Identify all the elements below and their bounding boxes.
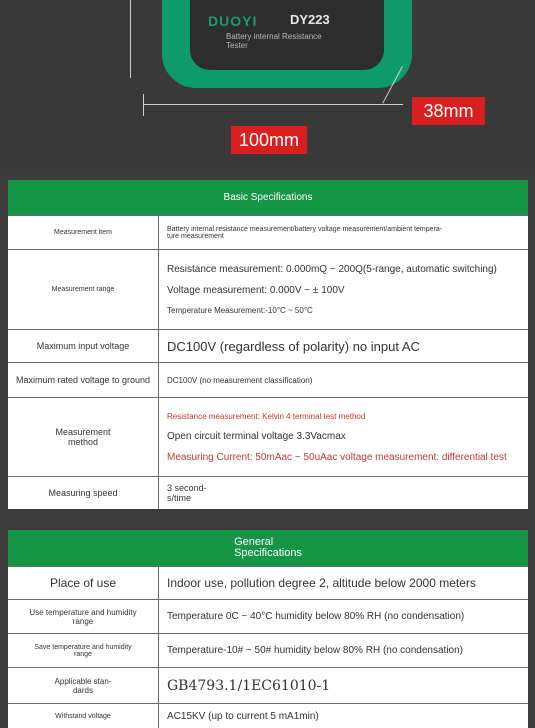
general-specifications-table <box>8 530 528 728</box>
width-dimension-left-tick <box>143 94 144 116</box>
spec-value-line: s/time <box>167 493 192 503</box>
depth-dimension-label: 38mm <box>412 97 485 125</box>
width-dimension-line <box>143 104 403 105</box>
spec-label-line: Applicable stan- <box>54 676 112 686</box>
spec-label: Place of use <box>8 567 159 599</box>
spec-row-measurement-item <box>8 215 528 249</box>
spec-label: Measuring speed <box>8 477 159 509</box>
model-name: DY223 <box>290 12 330 27</box>
spec-value: DC100V (regardless of polarity) no input AC <box>167 338 420 354</box>
spec-label-line: Save temperature and humidity <box>34 643 132 651</box>
product-hero <box>0 0 535 170</box>
spec-row-max-input-voltage <box>8 329 528 362</box>
spec-row-save-temperature <box>8 633 528 667</box>
spec-value: Temperature-10# ~ 50# humidity below 80% RH (no condensation) <box>167 645 464 656</box>
spec-label-line: Measurement <box>55 427 111 437</box>
spec-value-line: Voltage measurement: 0.000V ~ ± 100V <box>167 285 345 296</box>
spec-value: AC15KV (up to current 5 mA1min) <box>167 710 319 722</box>
spec-value: Indoor use, pollution degree 2, altitude below 2000 meters <box>167 576 476 590</box>
width-dimension-label: 100mm <box>231 126 307 154</box>
tester-device <box>162 0 412 88</box>
spec-label-line: Use temperature and humidity <box>29 607 137 617</box>
basic-specifications-header <box>8 180 528 215</box>
spec-row-max-voltage-to-ground <box>8 362 528 397</box>
device-face <box>190 0 384 70</box>
spec-value-line: Temperature Measurement:-10°C ~ 50°C <box>167 306 313 315</box>
spec-row-place-of-use <box>8 566 528 599</box>
spec-value-line: Resistance measurement: 0.000mQ ~ 200Q(5-range, automatic switching) <box>167 264 497 275</box>
spec-label: Maximum rated voltage to ground <box>8 363 159 397</box>
spec-label: Measurement range <box>8 250 159 329</box>
spec-value-line: ture measurement <box>167 232 224 240</box>
brand-logo: DUOYI <box>208 13 258 29</box>
spec-value-line: 3 second- <box>167 483 207 493</box>
spec-value-line: Open circuit terminal voltage 3.3Vacmax <box>167 430 346 442</box>
spec-value: GB4793.1/1EC61010-1 <box>167 677 331 694</box>
spec-label-line: method <box>67 437 99 447</box>
spec-row-measurement-range <box>8 249 528 329</box>
basic-specifications-title: Basic Specifications <box>223 192 313 203</box>
spec-value-line: Measuring Current: 50mAac ~ 50uAac voltage measurement: differential test <box>167 451 507 463</box>
spec-label-line: range <box>72 616 94 626</box>
spec-row-applicable-standards <box>8 667 528 703</box>
spec-label: Maximum input voltage <box>8 330 159 362</box>
spec-row-withstand-voltage <box>8 703 528 728</box>
device-subtitle-line2: Tester <box>226 41 248 50</box>
spec-row-measuring-speed <box>8 476 528 509</box>
spec-value: DC100V (no measurement classification) <box>167 375 313 385</box>
general-specifications-header <box>8 530 528 566</box>
spec-row-measurement-method <box>8 397 528 476</box>
height-dimension-left-line <box>130 0 131 78</box>
spec-label: Withstand voltage <box>8 704 159 728</box>
spec-value-line: Resistance measurement: Kelvin 4 terminal test method <box>167 411 366 421</box>
spec-label-line: range <box>74 650 92 658</box>
spec-label-line: dards <box>72 685 93 695</box>
basic-specifications-table <box>8 180 528 509</box>
spec-value: Temperature 0C ~ 40°C humidity below 80% RH (no condensation) <box>167 611 465 622</box>
general-specifications-title-line2: Specifications <box>234 547 302 559</box>
device-subtitle-line1: Battery internal Resistance <box>226 32 322 41</box>
spec-label: Measurement item <box>8 216 159 249</box>
spec-value-line: Battery internal resistance measurement/battery voltage measurement/ambient tempera- <box>167 225 443 233</box>
spec-row-use-temperature <box>8 599 528 633</box>
general-specifications-title-line1: General <box>234 536 274 548</box>
